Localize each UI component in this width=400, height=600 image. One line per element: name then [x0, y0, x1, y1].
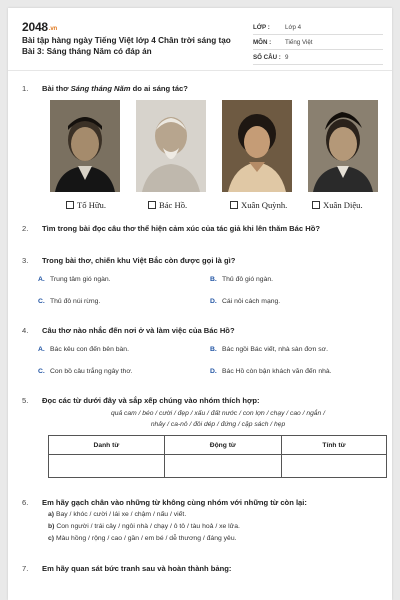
option-letter: C. — [38, 368, 45, 375]
column-header-verb: Động từ — [164, 436, 281, 455]
table-header-row — [49, 436, 387, 455]
word-list-line-1: quả cam / béo / cười / đẹp / xấu / đất nước / con lợn / chạy / cao / ngắn / — [111, 410, 325, 417]
question-number: 6. — [22, 498, 29, 507]
item-label: a) — [48, 511, 55, 518]
answer-cell-noun[interactable] — [49, 455, 165, 478]
checkbox-icon[interactable] — [312, 201, 320, 209]
portrait-photo-3 — [222, 100, 292, 192]
question-text: Tìm trong bài đọc câu thơ thể hiện cảm xúc của tác giả khi lên thăm Bác Hồ? — [42, 224, 320, 233]
choice-label: Xuân Diệu. — [323, 200, 363, 210]
q4-option-c[interactable] — [38, 368, 133, 375]
option-letter: C. — [38, 298, 45, 305]
meta-row-subject — [253, 35, 383, 50]
word-list-line-2: nhảy / ca-nô / đôi dép / đứng / cặp sách / hẹp — [150, 421, 286, 428]
choice-label: Xuân Quỳnh. — [241, 200, 288, 210]
question-1 — [22, 84, 188, 93]
option-letter: D. — [210, 368, 217, 375]
document-title: Bài tập hàng ngày Tiếng Việt lớp 4 Chân trời sáng tạo Bài 3: Sáng tháng Năm có đáp án — [22, 36, 231, 56]
q3-option-c[interactable] — [38, 298, 100, 305]
question-5 — [22, 396, 260, 405]
option-text: Bác ngồi Bác viết, nhà sàn đơn sơ. — [222, 346, 329, 353]
q4-option-d[interactable] — [210, 368, 332, 375]
list-item — [48, 535, 237, 542]
table-row — [49, 455, 387, 478]
q4-option-a[interactable] — [38, 346, 129, 353]
answer-cell-verb[interactable] — [164, 455, 281, 478]
portrait-photo-1 — [50, 100, 120, 192]
question-number: 2. — [22, 224, 29, 233]
option-text: Bác kêu con đến bên bàn. — [50, 346, 129, 353]
column-header-adjective: Tính từ — [281, 436, 386, 455]
option-letter: A. — [38, 346, 45, 353]
question-number: 4. — [22, 326, 29, 335]
logo-suffix: .vn — [48, 26, 57, 32]
portrait-gallery — [50, 100, 380, 192]
checkbox-icon[interactable] — [230, 201, 238, 209]
checkbox-icon[interactable] — [66, 201, 74, 209]
word-list — [48, 408, 388, 430]
poem-title: Sáng tháng Năm — [70, 84, 131, 93]
list-item — [48, 523, 240, 530]
question-text: Câu thơ nào nhắc đến nơi ở và làm việc của Bác Hồ? — [42, 326, 235, 335]
q3-option-d[interactable] — [210, 298, 280, 305]
portrait-photo-4 — [308, 100, 378, 192]
item-label: b) — [48, 523, 55, 530]
question-text-prefix: Bài thơ — [42, 84, 71, 93]
option-text: Con bồ câu trắng ngây thơ. — [50, 368, 133, 375]
checkbox-icon[interactable] — [148, 201, 156, 209]
option-text: Trung tâm gió ngàn. — [50, 276, 111, 283]
worksheet-page — [8, 8, 392, 600]
question-7 — [22, 564, 231, 573]
choice-label: Tố Hữu. — [77, 200, 107, 210]
word-sort-table — [48, 435, 387, 478]
question-number: 5. — [22, 396, 29, 405]
meta-row-grade — [253, 20, 383, 35]
choice-3[interactable] — [230, 200, 287, 210]
q3-option-a[interactable] — [38, 276, 111, 283]
item-label: c) — [48, 535, 55, 542]
question-text: Trong bài thơ, chiến khu Việt Bắc còn được gọi là gì? — [42, 256, 236, 265]
question-text: Em hãy quan sát bức tranh sau và hoàn thành bảng: — [42, 564, 232, 573]
question-text — [42, 84, 188, 93]
option-text: Thủ đô gió ngàn. — [222, 276, 274, 283]
meta-key: SỐ CÂU : — [253, 53, 281, 61]
column-header-noun: Danh từ — [49, 436, 165, 455]
choice-4[interactable] — [312, 200, 363, 210]
site-logo[interactable] — [22, 20, 237, 34]
choice-label: Bác Hồ. — [159, 200, 188, 210]
question-2 — [22, 224, 320, 233]
option-letter: D. — [210, 298, 217, 305]
question-3 — [22, 256, 235, 265]
meta-row-count — [253, 50, 383, 65]
question-text-suffix: do ai sáng tác? — [130, 84, 188, 93]
meta-value: Lớp 4 — [285, 23, 302, 31]
option-text: Bác Hồ còn bận khách văn đến nhà. — [222, 368, 332, 375]
item-text: Con người / trái cây / ngôi nhà / chạy / ô tô / tàu hoả / xe lửa. — [56, 523, 240, 530]
meta-key: LỚP : — [253, 23, 270, 31]
meta-value: Tiếng Việt — [285, 38, 313, 46]
question-number: 3. — [22, 256, 29, 265]
header-divider — [8, 70, 392, 71]
list-item — [48, 511, 186, 518]
meta-box — [253, 20, 383, 65]
meta-key: MÔN : — [253, 38, 272, 46]
option-letter: A. — [38, 276, 45, 283]
option-letter: B. — [210, 276, 217, 283]
option-text: Thủ đô núi rừng. — [50, 298, 101, 305]
choice-2[interactable] — [148, 200, 187, 210]
question-text: Em hãy gạch chân vào những từ không cùng nhóm với những từ còn lại: — [42, 498, 307, 507]
option-text: Cái nôi cách mạng. — [222, 298, 281, 305]
portrait-photo-2 — [136, 100, 206, 192]
choice-1[interactable] — [66, 200, 106, 210]
q4-option-b[interactable] — [210, 346, 328, 353]
question-number: 1. — [22, 84, 29, 93]
header-left — [22, 20, 237, 57]
item-text: Bay / khóc / cười / lái xe / chậm / nấu / viết. — [55, 511, 187, 518]
question-text: Đọc các từ dưới đây và sắp xếp chúng vào nhóm thích hợp: — [42, 396, 260, 405]
item-text: Màu hồng / rộng / cao / gần / em bé / dễ thương / đáng yêu. — [55, 535, 237, 542]
question-6 — [22, 498, 307, 507]
answer-cell-adjective[interactable] — [281, 455, 386, 478]
q3-option-b[interactable] — [210, 276, 273, 283]
logo-number: 2048 — [22, 20, 48, 34]
option-letter: B. — [210, 346, 217, 353]
question-number: 7. — [22, 564, 29, 573]
meta-value: 9 — [285, 53, 289, 61]
question-4 — [22, 326, 235, 335]
